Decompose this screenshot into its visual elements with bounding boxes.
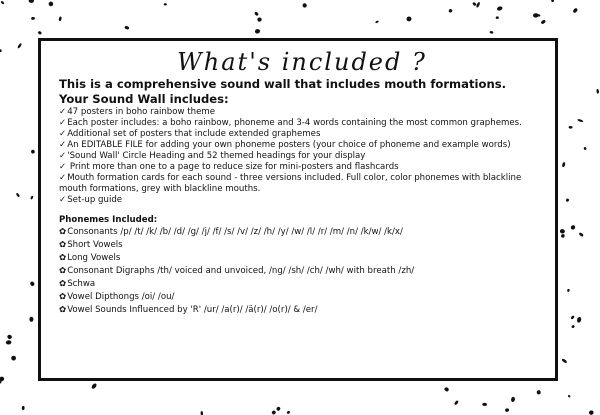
phoneme-item: ✿Long Vowels <box>59 253 121 263</box>
background-dot <box>511 396 516 402</box>
background-dot <box>28 0 34 3</box>
feature-item: ✓'Sound Wall' Circle Heading and 52 themed headings for your display <box>59 151 366 161</box>
phoneme-item: ✿Schwa <box>59 279 96 289</box>
background-dot <box>561 234 565 238</box>
phoneme-item: ✿Short Vowels <box>59 240 123 250</box>
flower-icon: ✿ <box>59 305 67 315</box>
flower-icon: ✿ <box>59 240 67 250</box>
background-dot <box>91 383 98 390</box>
phoneme-item: ✿Vowel Sounds Influenced by 'R' /ur/ /a(r)/ /ä(r)/ /o(r)/ & /er/ <box>59 305 318 315</box>
background-dot <box>17 43 22 49</box>
phoneme-item: ✿Consonants /p/ /t/ /k/ /b/ /d/ /g/ /j/ /f/ /s/ /v/ /z/ /h/ /y/ /w/ /l/ /r/ /m/ /n/ /k/w/ /k/x/ <box>59 227 403 237</box>
background-dot <box>571 325 575 329</box>
feature-item: ✓ Print more than one to a page to reduce size for mini-posters and flashcards <box>59 162 399 172</box>
background-dot <box>596 89 599 94</box>
phoneme-list <box>59 226 545 317</box>
feature-item: ✓Additional set of posters that include extended graphemes <box>59 129 321 139</box>
background-dot <box>48 1 54 7</box>
flower-icon: ✿ <box>59 253 67 263</box>
background-dot <box>29 281 35 287</box>
phoneme-item: ✿Consonant Digraphs /th/ voiced and unvoiced, /ng/ /sh/ /ch/ /wh/ with breath /zh/ <box>59 266 415 276</box>
background-dot <box>589 410 595 415</box>
background-dot <box>31 149 35 154</box>
background-dot <box>476 2 481 9</box>
background-dot <box>0 376 4 381</box>
background-dot <box>561 358 567 364</box>
check-mark-icon: ✓ <box>59 140 67 150</box>
background-dot <box>406 16 413 23</box>
background-dot <box>6 340 12 345</box>
flower-icon: ✿ <box>59 266 67 276</box>
check-mark-icon: ✓ <box>59 118 67 128</box>
background-dot <box>124 25 129 30</box>
background-dot <box>565 198 569 202</box>
background-dot <box>254 11 259 16</box>
background-dot <box>286 410 290 414</box>
background-dot <box>583 147 587 151</box>
flower-icon: ✿ <box>59 227 67 237</box>
background-dot <box>482 403 487 406</box>
background-dot <box>29 317 33 322</box>
background-dot <box>562 162 566 168</box>
feature-list <box>59 107 545 206</box>
check-mark-icon: ✓ <box>59 129 67 139</box>
background-dot <box>302 3 307 8</box>
background-dot <box>375 20 379 23</box>
background-dot <box>164 3 167 5</box>
phonemes-heading: Phonemes Included: <box>59 215 158 225</box>
feature-item: ✓Mouth formation cards for each sound - three versions included. Full color, color phonemes with blackline mouth formations, grey with blackline mouths. <box>59 173 522 194</box>
background-dot <box>489 31 493 34</box>
background-dot <box>16 192 20 197</box>
background-dot <box>7 334 13 340</box>
background-dot <box>568 394 571 397</box>
background-dot <box>505 408 509 412</box>
background-dot <box>276 406 281 411</box>
background-dot <box>271 410 277 415</box>
feature-item: ✓Each poster includes: a boho rainbow, phoneme and 3-4 words containing the most common graphemes. <box>59 118 522 128</box>
check-mark-icon: ✓ <box>59 151 67 161</box>
background-dot <box>22 406 25 410</box>
check-mark-icon: ✓ <box>59 173 67 183</box>
background-dot <box>0 49 2 52</box>
background-dot <box>551 0 554 2</box>
check-mark-icon: ✓ <box>59 195 67 205</box>
page-title: What's included ? <box>177 48 427 76</box>
includes-heading: Your Sound Wall includes: <box>59 92 229 106</box>
flower-icon: ✿ <box>59 279 67 289</box>
background-dot <box>257 17 263 23</box>
background-dot <box>569 126 573 129</box>
background-dot <box>58 16 62 21</box>
background-dot <box>0 1 4 5</box>
background-dot <box>254 29 260 35</box>
feature-item: ✓An EDITABLE FILE for adding your own phoneme posters (your choice of phoneme and example words) <box>59 140 511 150</box>
background-dot <box>578 232 583 237</box>
background-dot <box>576 316 582 323</box>
flower-icon: ✿ <box>59 292 67 302</box>
check-mark-icon: ✓ <box>59 162 67 172</box>
background-dot <box>496 16 499 19</box>
included-card <box>38 38 558 381</box>
phoneme-item: ✿Vowel Dipthongs /oi/ /ou/ <box>59 292 175 302</box>
background-dot <box>560 229 566 234</box>
background-dot <box>10 355 17 362</box>
background-dot <box>30 195 34 199</box>
background-dot <box>537 390 541 395</box>
background-dot <box>577 119 583 123</box>
background-dot <box>472 2 477 7</box>
background-dot <box>572 7 578 13</box>
background-dot <box>540 19 546 24</box>
feature-item: ✓Set-up guide <box>59 195 123 205</box>
background-dot <box>570 224 576 230</box>
intro-text: This is a comprehensive sound wall that includes mouth formations. <box>59 77 506 91</box>
background-dot <box>496 6 503 12</box>
feature-item: ✓47 posters in boho rainbow theme <box>59 107 216 117</box>
background-dot <box>200 411 203 415</box>
background-dot <box>444 387 450 393</box>
background-dot <box>448 8 453 13</box>
background-dot <box>454 400 459 406</box>
background-dot <box>37 31 42 36</box>
check-mark-icon: ✓ <box>59 107 67 117</box>
background-dot <box>31 17 35 20</box>
background-dot <box>567 289 570 293</box>
background-dot <box>570 315 575 320</box>
